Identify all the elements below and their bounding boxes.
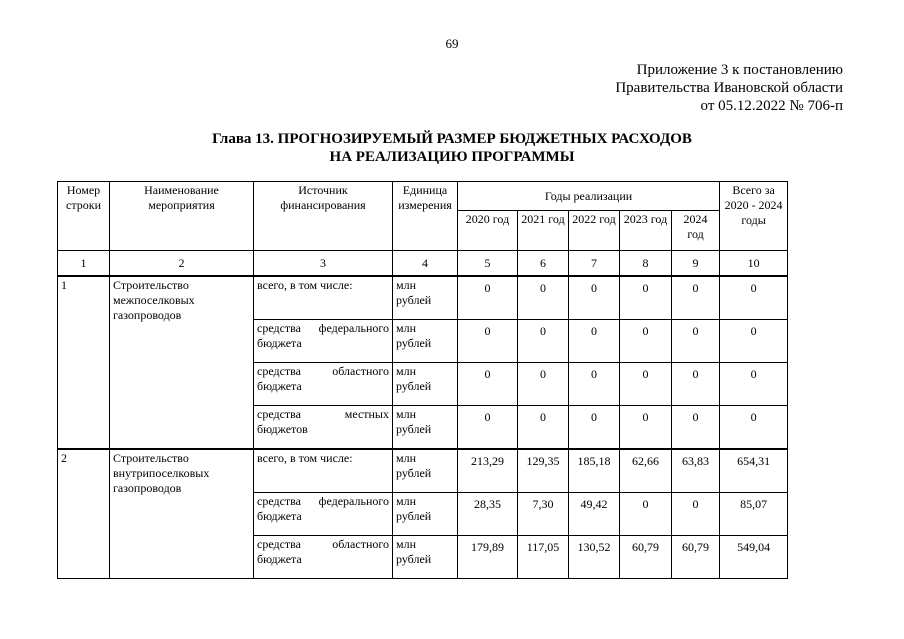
column-index-cell: 6	[518, 251, 569, 277]
header-total: Всего за 2020 - 2024 годы	[720, 182, 788, 251]
value-cell: 0	[672, 406, 720, 450]
unit-cell: млн рублей	[393, 406, 458, 450]
header-event: Наименование мероприятия	[110, 182, 254, 251]
total-cell: 654,31	[720, 449, 788, 493]
column-index-cell: 2	[110, 251, 254, 277]
value-cell: 0	[672, 493, 720, 536]
total-cell: 85,07	[720, 493, 788, 536]
unit-cell: млн рублей	[393, 493, 458, 536]
page-number: 69	[445, 36, 459, 51]
value-cell: 0	[458, 363, 518, 406]
total-cell: 0	[720, 363, 788, 406]
value-cell: 0	[620, 493, 672, 536]
chapter-title	[0, 130, 904, 166]
value-cell: 63,83	[672, 449, 720, 493]
unit-cell: млн рублей	[393, 276, 458, 320]
value-cell: 179,89	[458, 536, 518, 579]
value-cell: 0	[458, 276, 518, 320]
event-name-cell: Строительство внутрипоселковых газопроводов	[110, 449, 254, 579]
column-index-cell: 9	[672, 251, 720, 277]
value-cell: 0	[569, 320, 620, 363]
value-cell: 49,42	[569, 493, 620, 536]
chapter-title-line: Глава 13. ПРОГНОЗИРУЕМЫЙ РАЗМЕР БЮДЖЕТНЫХ РАСХОДОВ	[212, 131, 692, 147]
source-cell: средства областного бюджета	[254, 363, 393, 406]
value-cell: 0	[672, 320, 720, 363]
value-cell: 213,29	[458, 449, 518, 493]
header-year: 2024 год	[672, 211, 720, 251]
table-row	[58, 449, 788, 493]
header-year: 2021 год	[518, 211, 569, 251]
event-name-cell: Строительство межпоселковых газопроводов	[110, 276, 254, 449]
value-cell: 28,35	[458, 493, 518, 536]
budget-table	[57, 181, 788, 579]
appendix-line: от 05.12.2022 № 706-п	[700, 98, 843, 114]
value-cell: 0	[518, 320, 569, 363]
column-index-cell: 10	[720, 251, 788, 277]
value-cell: 0	[672, 363, 720, 406]
value-cell: 0	[458, 406, 518, 450]
value-cell: 0	[518, 406, 569, 450]
unit-cell: млн рублей	[393, 449, 458, 493]
total-cell: 0	[720, 406, 788, 450]
source-cell: средства федерального бюджета	[254, 493, 393, 536]
source-cell: всего, в том числе:	[254, 276, 393, 320]
chapter-title-line: НА РЕАЛИЗАЦИЮ ПРОГРАММЫ	[329, 149, 575, 165]
value-cell: 60,79	[672, 536, 720, 579]
value-cell: 130,52	[569, 536, 620, 579]
source-cell: средства областного бюджета	[254, 536, 393, 579]
value-cell: 0	[620, 320, 672, 363]
appendix-line: Правительства Ивановской области	[615, 80, 843, 96]
header-unit: Единица измерения	[393, 182, 458, 251]
unit-cell: млн рублей	[393, 536, 458, 579]
value-cell: 0	[620, 276, 672, 320]
value-cell: 62,66	[620, 449, 672, 493]
value-cell: 60,79	[620, 536, 672, 579]
header-year: 2023 год	[620, 211, 672, 251]
column-index-cell: 5	[458, 251, 518, 277]
column-index-cell: 4	[393, 251, 458, 277]
value-cell: 0	[569, 276, 620, 320]
column-index-cell: 7	[569, 251, 620, 277]
value-cell: 0	[569, 406, 620, 450]
total-cell: 0	[720, 276, 788, 320]
source-cell: средства местных бюджетов	[254, 406, 393, 450]
value-cell: 0	[672, 276, 720, 320]
header-source: Источник финансирования	[254, 182, 393, 251]
column-index-cell: 8	[620, 251, 672, 277]
row-number-cell: 1	[58, 276, 110, 449]
value-cell: 117,05	[518, 536, 569, 579]
value-cell: 185,18	[569, 449, 620, 493]
total-cell: 549,04	[720, 536, 788, 579]
value-cell: 7,30	[518, 493, 569, 536]
unit-cell: млн рублей	[393, 320, 458, 363]
value-cell: 129,35	[518, 449, 569, 493]
row-number-cell: 2	[58, 449, 110, 579]
value-cell: 0	[458, 320, 518, 363]
source-cell: всего, в том числе:	[254, 449, 393, 493]
header-year: 2022 год	[569, 211, 620, 251]
appendix-line: Приложение 3 к постановлению	[636, 62, 843, 78]
header-row-number: Номер строки	[58, 182, 110, 251]
value-cell: 0	[620, 406, 672, 450]
unit-cell: млн рублей	[393, 363, 458, 406]
header-year: 2020 год	[458, 211, 518, 251]
header-years-group: Годы реализации	[458, 182, 720, 211]
column-index-cell: 3	[254, 251, 393, 277]
source-cell: средства федерального бюджета	[254, 320, 393, 363]
column-index-cell: 1	[58, 251, 110, 277]
appendix-note	[615, 61, 843, 115]
value-cell: 0	[620, 363, 672, 406]
value-cell: 0	[569, 363, 620, 406]
table-row	[58, 276, 788, 320]
value-cell: 0	[518, 363, 569, 406]
value-cell: 0	[518, 276, 569, 320]
total-cell: 0	[720, 320, 788, 363]
